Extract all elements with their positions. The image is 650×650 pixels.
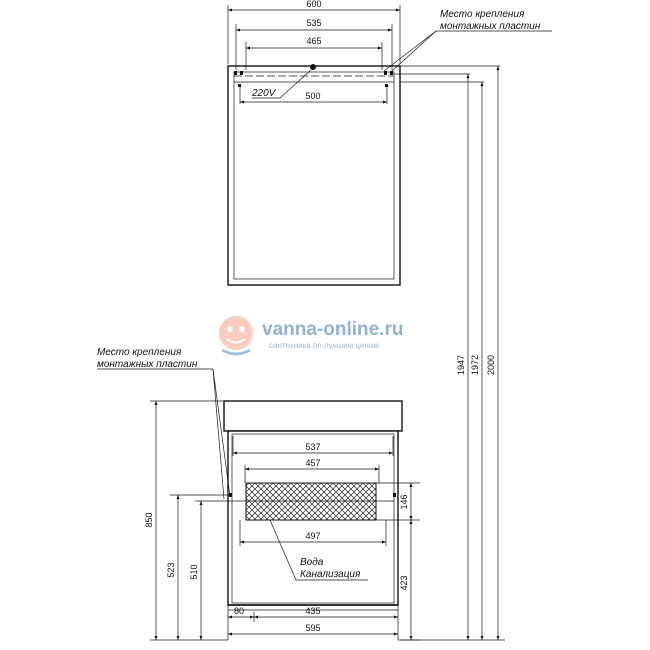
dim-lamp-width: 500 [305,91,321,101]
dim-h850: 850 [144,512,154,528]
power-outlet-dot [310,64,316,70]
countertop [224,401,402,431]
dim-h510: 510 [189,564,199,580]
watermark-logo-icon [219,316,253,354]
mirror-mount-label-2: монтажных пластин [440,21,541,32]
mirror-view [228,0,552,285]
dim-h523: 523 [166,562,176,578]
cabinet-mount-label-2: монтажных пластин [97,359,198,370]
dim-mount-inner: 465 [306,36,322,46]
dim-bottom-width: 595 [305,623,321,633]
watermark-tagline: сантехника по лучшим ценам [269,341,379,350]
dim-drain-height: 423 [399,575,409,591]
sewer-label: Канализация [300,569,361,580]
cabinet-view [97,347,420,640]
mirror-mount-label-1: Место крепления [440,9,525,20]
dim-plinth-left: 80 [233,606,245,616]
dim-plinth-mid: 435 [305,606,321,616]
cabinet-mount-label-1: Место крепления [97,347,182,358]
watermark-brand: vanna-online.ru [262,319,404,340]
dim-h1972: 1972 [470,354,480,376]
dim-mirror-width: 600 [306,0,322,9]
dim-h1947: 1947 [456,354,466,376]
dim-plumbing-width: 497 [305,531,321,541]
water-label: Вода [300,557,324,568]
watermark [219,316,403,354]
dim-mount-outer: 535 [306,18,322,28]
power-label: 220V [252,88,276,99]
plumbing-zone [246,483,376,520]
dim-plumbing-height: 146 [399,494,409,510]
dim-top-width: 537 [305,442,321,452]
dim-h2000: 2000 [486,354,496,376]
dim-drawer-width: 457 [305,458,321,468]
